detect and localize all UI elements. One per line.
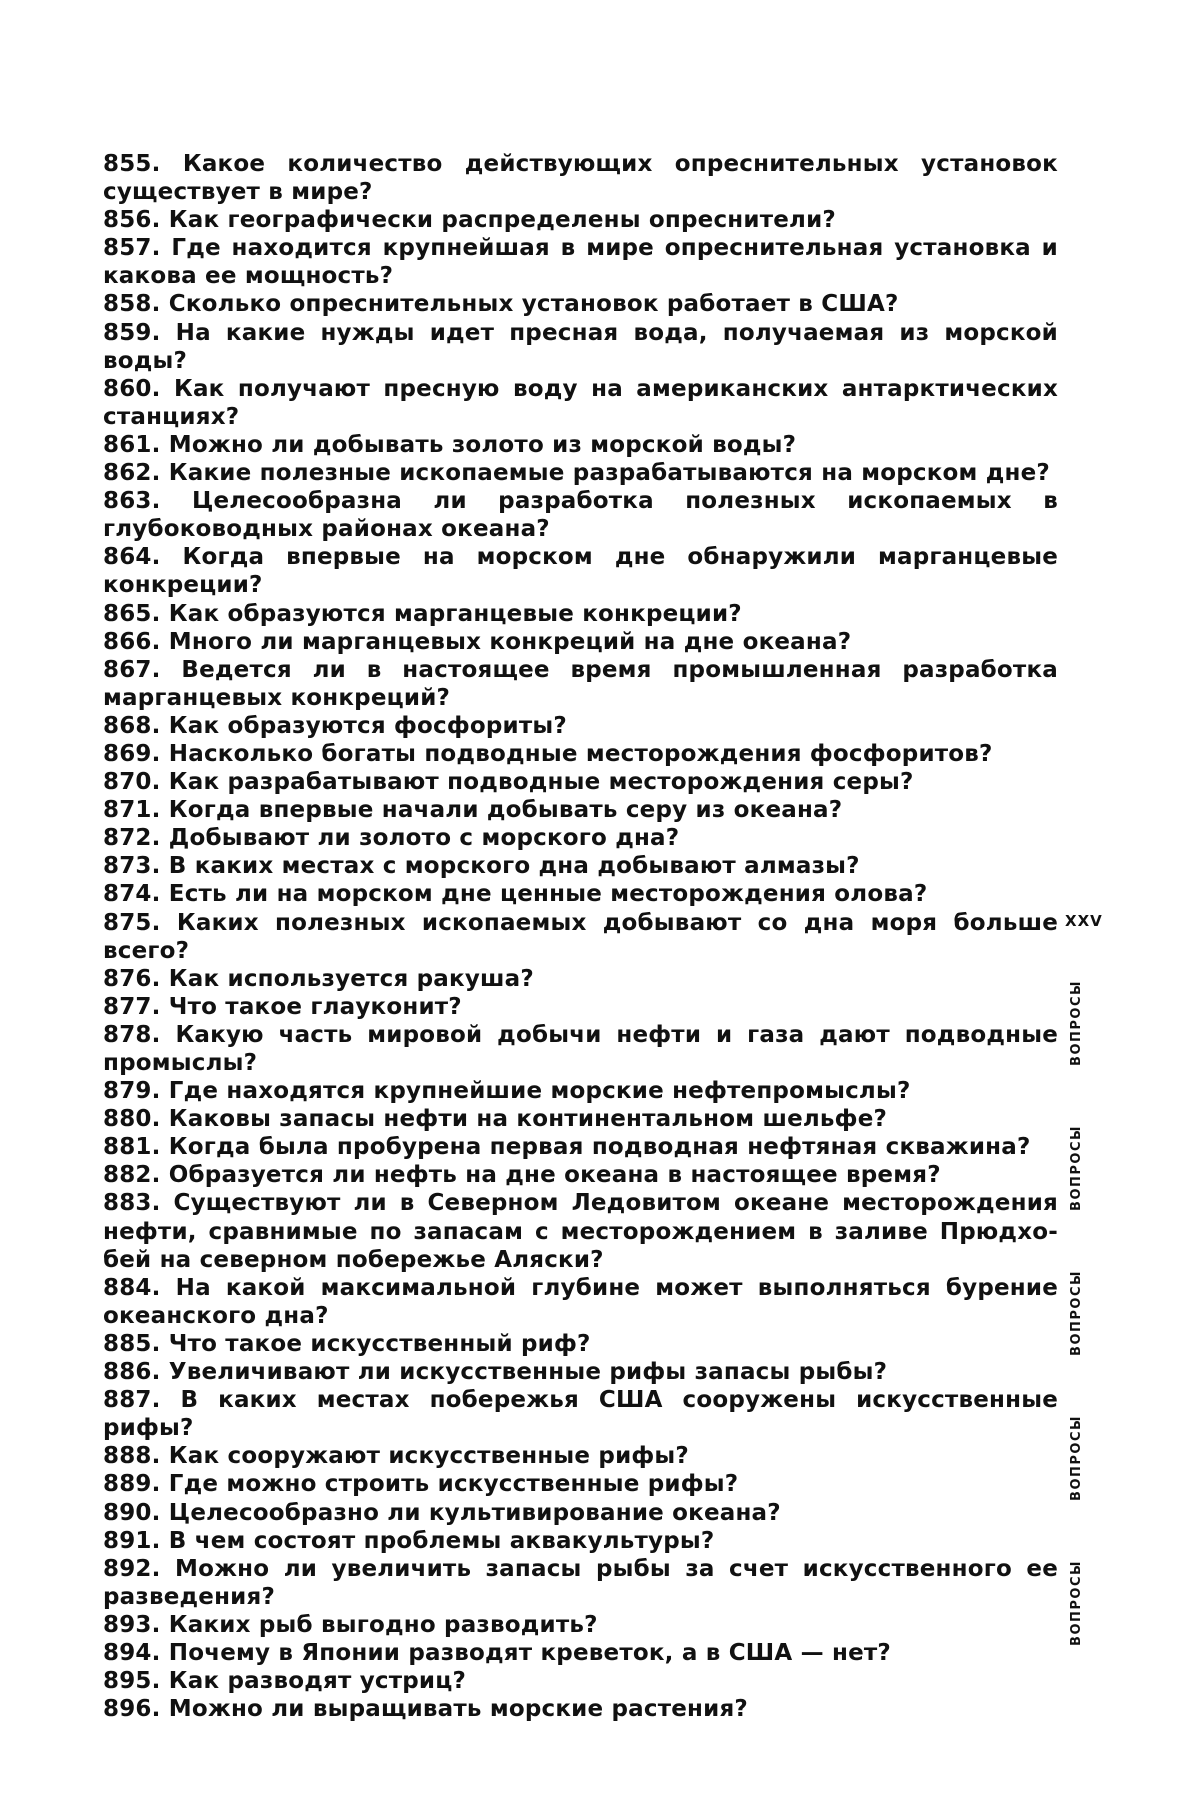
question-item [103,628,1058,656]
question-number: 890. [103,1499,161,1526]
question-number: 855. [103,151,161,177]
question-number: 886. [103,1359,161,1386]
question-number: 859. [103,319,161,346]
question-item [103,487,1058,543]
question-text: Существуют ли в Северном Ледовитом океане месторождения нефти, сравнимые по запасам с месторождением в заливе Прюдхо-бей на северном побережье Аляски? [103,1190,1058,1273]
question-item [103,852,1058,880]
question-item [103,965,1058,993]
question-item [103,431,1058,459]
question-item [103,1667,1058,1695]
question-text: Как образуются марганцевые конкреции? [168,600,742,627]
question-number: 860. [103,375,161,402]
question-text: Что такое искусственный риф? [168,1330,591,1357]
question-item [103,600,1058,628]
question-number: 877. [103,993,161,1020]
question-text: Как разрабатывают подводные месторождения серы? [168,769,914,796]
question-item [103,1527,1058,1555]
question-text: Какие полезные ископаемые разрабатываются на морском дне? [168,460,1050,487]
question-text: Когда была пробурена первая подводная нефтяная скважина? [168,1134,1031,1161]
question-text: Где можно строить искусственные рифы? [168,1471,739,1498]
question-item [103,993,1058,1021]
running-head-5: ВОПРОСЫ [1069,1560,1084,1646]
question-item [103,1442,1058,1470]
question-number: 892. [103,1555,161,1582]
question-item [103,1189,1058,1273]
question-text: Когда впервые на морском дне обнаружили марганцевые конкреции? [103,544,1059,599]
question-number: 876. [103,965,161,992]
question-number: 880. [103,1106,161,1133]
question-item [103,1499,1058,1527]
question-number: 863. [103,488,161,515]
question-text: Добывают ли золото с морского дна? [168,825,680,852]
question-item [103,1695,1058,1723]
question-text: Как географически распределены опреснители? [168,207,836,234]
question-text: Увеличивают ли искусственные рифы запасы рыбы? [168,1359,888,1386]
question-number: 882. [103,1162,161,1189]
question-number: 868. [103,712,161,739]
question-item [103,1274,1058,1330]
question-item [103,375,1058,431]
question-number: 872. [103,825,161,852]
question-number: 887. [103,1387,161,1414]
question-item [103,1470,1058,1498]
question-text: Можно ли добывать золото из морской воды? [168,431,797,458]
question-text: Что такое глауконит? [168,993,462,1020]
question-text: Где находится крупнейшая в мире опреснительная установка и какова ее мощность? [103,235,1058,290]
question-item [103,1330,1058,1358]
question-number: 889. [103,1471,161,1498]
question-number: 867. [103,656,161,683]
question-item [103,1386,1058,1442]
question-text: Как получают пресную воду на американских антарктических станциях? [103,375,1058,430]
question-text: Насколько богаты подводные месторождения фосфоритов? [168,740,993,767]
question-item [103,796,1058,824]
question-text: Сколько опреснительных установок работает в США? [168,291,899,318]
question-item [103,1639,1058,1667]
question-item [103,319,1058,375]
question-item [103,1611,1058,1639]
question-item [103,1133,1058,1161]
question-number: 856. [103,207,161,234]
question-number: 866. [103,628,161,655]
question-text: Ведется ли в настоящее время промышленная разработка марганцевых конкреций? [103,656,1058,711]
question-item [103,656,1058,712]
question-item [103,459,1058,487]
question-item [103,206,1058,234]
question-item [103,824,1058,852]
question-number: 894. [103,1639,161,1666]
question-number: 858. [103,291,161,318]
question-item [103,712,1058,740]
question-item [103,290,1058,318]
question-number: 891. [103,1527,161,1554]
question-number: 895. [103,1668,161,1695]
question-number: 888. [103,1443,161,1470]
question-text: Как используется ракуша? [168,965,534,992]
question-number: 875. [103,909,161,936]
question-number: 869. [103,740,161,767]
question-item [103,740,1058,768]
question-text: Много ли марганцевых конкреций на дне океана? [168,628,852,655]
question-list [103,150,1058,1723]
question-text: Можно ли выращивать морские растения? [168,1696,748,1723]
question-item [103,543,1058,599]
question-text: На какие нужды идет пресная вода, получаемая из морской воды? [103,319,1058,374]
running-head-3: ВОПРОСЫ [1069,1270,1084,1356]
question-text: Можно ли увеличить запасы рыбы за счет искусственного ее разведения? [103,1555,1058,1610]
question-number: 881. [103,1134,161,1161]
question-number: 864. [103,544,161,571]
question-text: Целесообразна ли разработка полезных ископаемых в глубоководных районах океана? [103,488,1058,543]
question-text: Где находятся крупнейшие морские нефтепромыслы? [168,1078,911,1105]
question-text: Каковы запасы нефти на континентальном шельфе? [168,1106,888,1133]
question-item [103,1077,1058,1105]
question-text: В каких местах с морского дна добывают алмазы? [168,853,860,880]
question-text: Как разводят устриц? [168,1668,467,1695]
question-item [103,234,1058,290]
question-item [103,880,1058,908]
question-text: Как сооружают искусственные рифы? [168,1443,689,1470]
question-item [103,768,1058,796]
question-text: Как образуются фосфориты? [168,712,567,739]
question-text: Каких рыб выгодно разводить? [168,1611,598,1638]
running-head-1: ВОПРОСЫ [1069,980,1084,1066]
question-number: 873. [103,853,161,880]
question-number: 885. [103,1330,161,1357]
question-number: 871. [103,797,161,824]
question-number: 893. [103,1611,161,1638]
question-item [103,909,1058,965]
question-text: В чем состоят проблемы аквакультуры? [168,1527,715,1554]
question-text: Целесообразно ли культивирование океана? [168,1499,781,1526]
question-text: В каких местах побережья США сооружены искусственные рифы? [103,1387,1058,1442]
question-item [103,150,1058,206]
question-number: 857. [103,235,161,262]
question-number: 884. [103,1274,161,1301]
question-number: 870. [103,769,161,796]
question-text: Почему в Японии разводят креветок, а в США — нет? [168,1639,891,1666]
question-number: 861. [103,431,161,458]
question-text: На какой максимальной глубине может выполняться бурение океанского дна? [103,1274,1058,1329]
question-text: Какую часть мировой добычи нефти и газа дают подводные промыслы? [103,1021,1058,1076]
question-item [103,1358,1058,1386]
question-text: Когда впервые начали добывать серу из океана? [168,797,843,824]
question-number: 896. [103,1696,161,1723]
question-item [103,1021,1058,1077]
question-number: 879. [103,1078,161,1105]
question-text: Образуется ли нефть на дне океана в настоящее время? [168,1162,941,1189]
question-number: 878. [103,1021,161,1048]
question-text: Есть ли на морском дне ценные месторождения олова? [168,881,928,908]
question-text: Каких полезных ископаемых добывают со дна моря больше всего? [103,909,1058,964]
question-item [103,1161,1058,1189]
question-item [103,1555,1058,1611]
page-number: XXV [1065,912,1103,930]
question-number: 865. [103,600,161,627]
question-number: 874. [103,881,161,908]
running-head-4: ВОПРОСЫ [1069,1415,1084,1501]
running-head-2: ВОПРОСЫ [1069,1125,1084,1211]
question-number: 883. [103,1190,161,1217]
question-item [103,1105,1058,1133]
question-number: 862. [103,460,161,487]
question-text: Какое количество действующих опреснительных установок существует в мире? [103,151,1058,206]
